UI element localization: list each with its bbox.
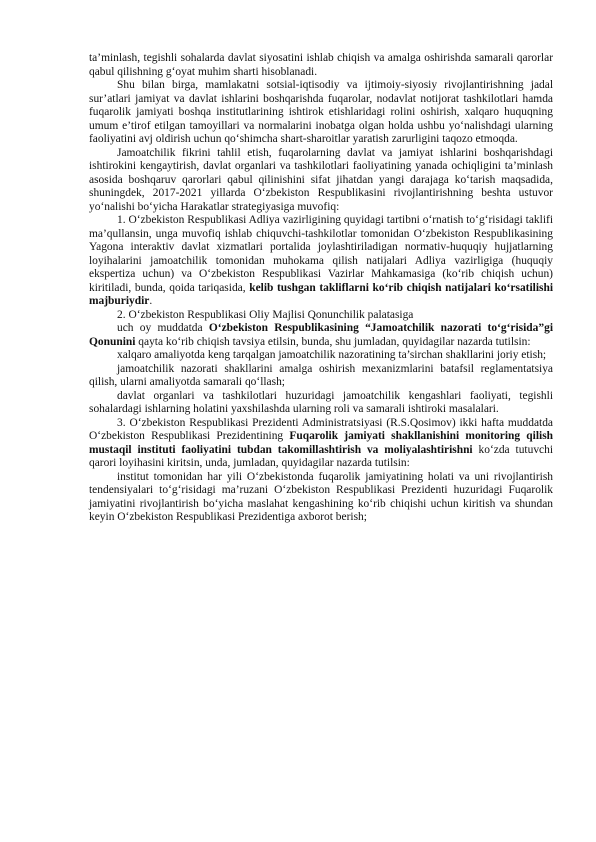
document-page [89,52,553,525]
paragraph-1: ta’minlash, tegishli sohalarda davlat siyosatini ishlab chiqish va amalga oshirishda samarali qarorlar qabul qilishning g‘oyat muhim sharti hisoblanadi. [89,52,553,78]
paragraph-7: xalqaro amaliyotda keng tarqalgan jamoatchilik nazoratining ta’sirchan shakllarini joriy etish; [117,349,547,361]
paragraph-10: 3. O‘zbekiston Respublikasi Prezidenti Administratsiyasi (R.S.Qosimov) ikki hafta muddatda O‘zbekiston Respublikasi Prezidentining Fuqarolik jamiyati shakllanishini monitoring qilish mustaqil instituti faoliyatini tubdan takomillashtirish va moliyalashtirishni ko‘zda tutuvchi qarori loyihasini kiritsin, unda, jumladan, quyidagilar nazarda tutilsin: [89,416,554,469]
paragraph-3: Jamoatchilik fikrini tahlil etish, fuqarolarning davlat va jamiyat ishlarini boshqarishdagi ishtirokini kengaytirish, davlat organlari va tashkilotlari faoliyatining yanada ochiqligini ta’minlash asosida boshqaruv qarorlari qabul qilinishini sifat jihatdan yangi darajaga ko‘tarish maqsadida, shuningdek, 2017-2021 yillarda O‘zbekiston Respublikasini rivojlantirishning beshta ustuvor yo‘nalishi bo‘yicha Harakatlar strategiyasiga muvofiq: [89,146,553,213]
paragraph-9: davlat organlari va tashkilotlari huzuridagi jamoatchilik kengashlari faoliyati, tegishli sohalardagi ishlarning holatini yaxshilashda ularning roli va samarali ishtiroki masalalari. [89,389,553,415]
bold-text: O‘zbekiston Respublikasining “Jamoatchilik nazorati to‘g‘risida”gi Qonunini [89,322,553,348]
paragraph-6: uch oy muddatda O‘zbekiston Respublikasining “Jamoatchilik nazorati to‘g‘risida”gi Qonunini qayta ko‘rib chiqish tavsiya etilsin, bunda, shu jumladan, quyidagilar nazarda tutilsin: [89,322,553,348]
paragraph-11: institut tomonidan har yili O‘zbekistonda fuqarolik jamiyatining holati va uni rivojlantirish tendensiyalari to‘g‘risidagi ma’ruzani O‘zbekiston Respublikasi Prezidenti huzuridagi Fuqarolik jamiyatini rivojlantirish bo‘yicha maslahat kengashining ko‘rib chiqishi uchun kiritish va shundan keyin O‘zbekiston Respublikasi Prezidentiga axborot berish; [89,470,553,523]
paragraph-2: Shu bilan birga, mamlakatni sotsial-iqtisodiy va ijtimoiy-siyosiy rivojlantirishning jadal sur’atlari jamiyat va davlat ishlarini boshqarishda fuqarolar, nodavlat notijorat tashkilotlari hamda fuqarolik jamiyati boshqa institutlarining ishtirok etishlaridagi rolini oshirish, xalqaro huquqning umum e’tirof etilgan tamoyillari va normalarini inobatga olgan holda ushbu yo‘nalishdagi ularning faoliyatini avj oldirish uchun qo‘shimcha shart-sharoitlar yaratish zarurligini taqozo etmoqda. [89,79,553,145]
paragraph-8: jamoatchilik nazorati shakllarini amalga oshirish mexanizmlarini batafsil reglamentatsiya qilish, ularni amaliyotda samarali qo‘llash; [89,362,553,388]
bold-text: kelib tushgan takliflarni ko‘rib chiqish natijalari ko‘rsatilishi majburiydir [89,281,553,307]
paragraph-5: 2. O‘zbekiston Respublikasi Oliy Majlisi Qonunchilik palatasiga [117,308,414,321]
paragraph-4: 1. O‘zbekiston Respublikasi Adliya vazirligining quyidagi tartibni o‘rnatish to‘g‘risidagi taklifi ma’qullansin, unga muvofiq ishlab chiquvchi-tashkilotlar tomonidan O‘zbekiston Respublikasining Yagona interaktiv davlat xizmatlari portalida joylashtiriladigan normativ-huquqiy hujjatlarning loyihalarini jamoatchilik tomonidan muhokama qilish natijalari Adliya vazirligiga (huquqiy ekspertiza uchun) va O‘zbekiston Respublikasi Vazirlar Mahkamasiga (ko‘rib chiqish uchun) kiritiladi, bunda, qoida tariqasida, kelib tushgan takliflarni ko‘rib chiqish natijalari ko‘rsatilishi majburiydir. [89,214,553,307]
bold-text: Fuqarolik jamiyati shakllanishini monitoring qilish mustaqil instituti faoliyatini tubdan takomillashtirish va moliyalashtirishni [89,430,553,456]
